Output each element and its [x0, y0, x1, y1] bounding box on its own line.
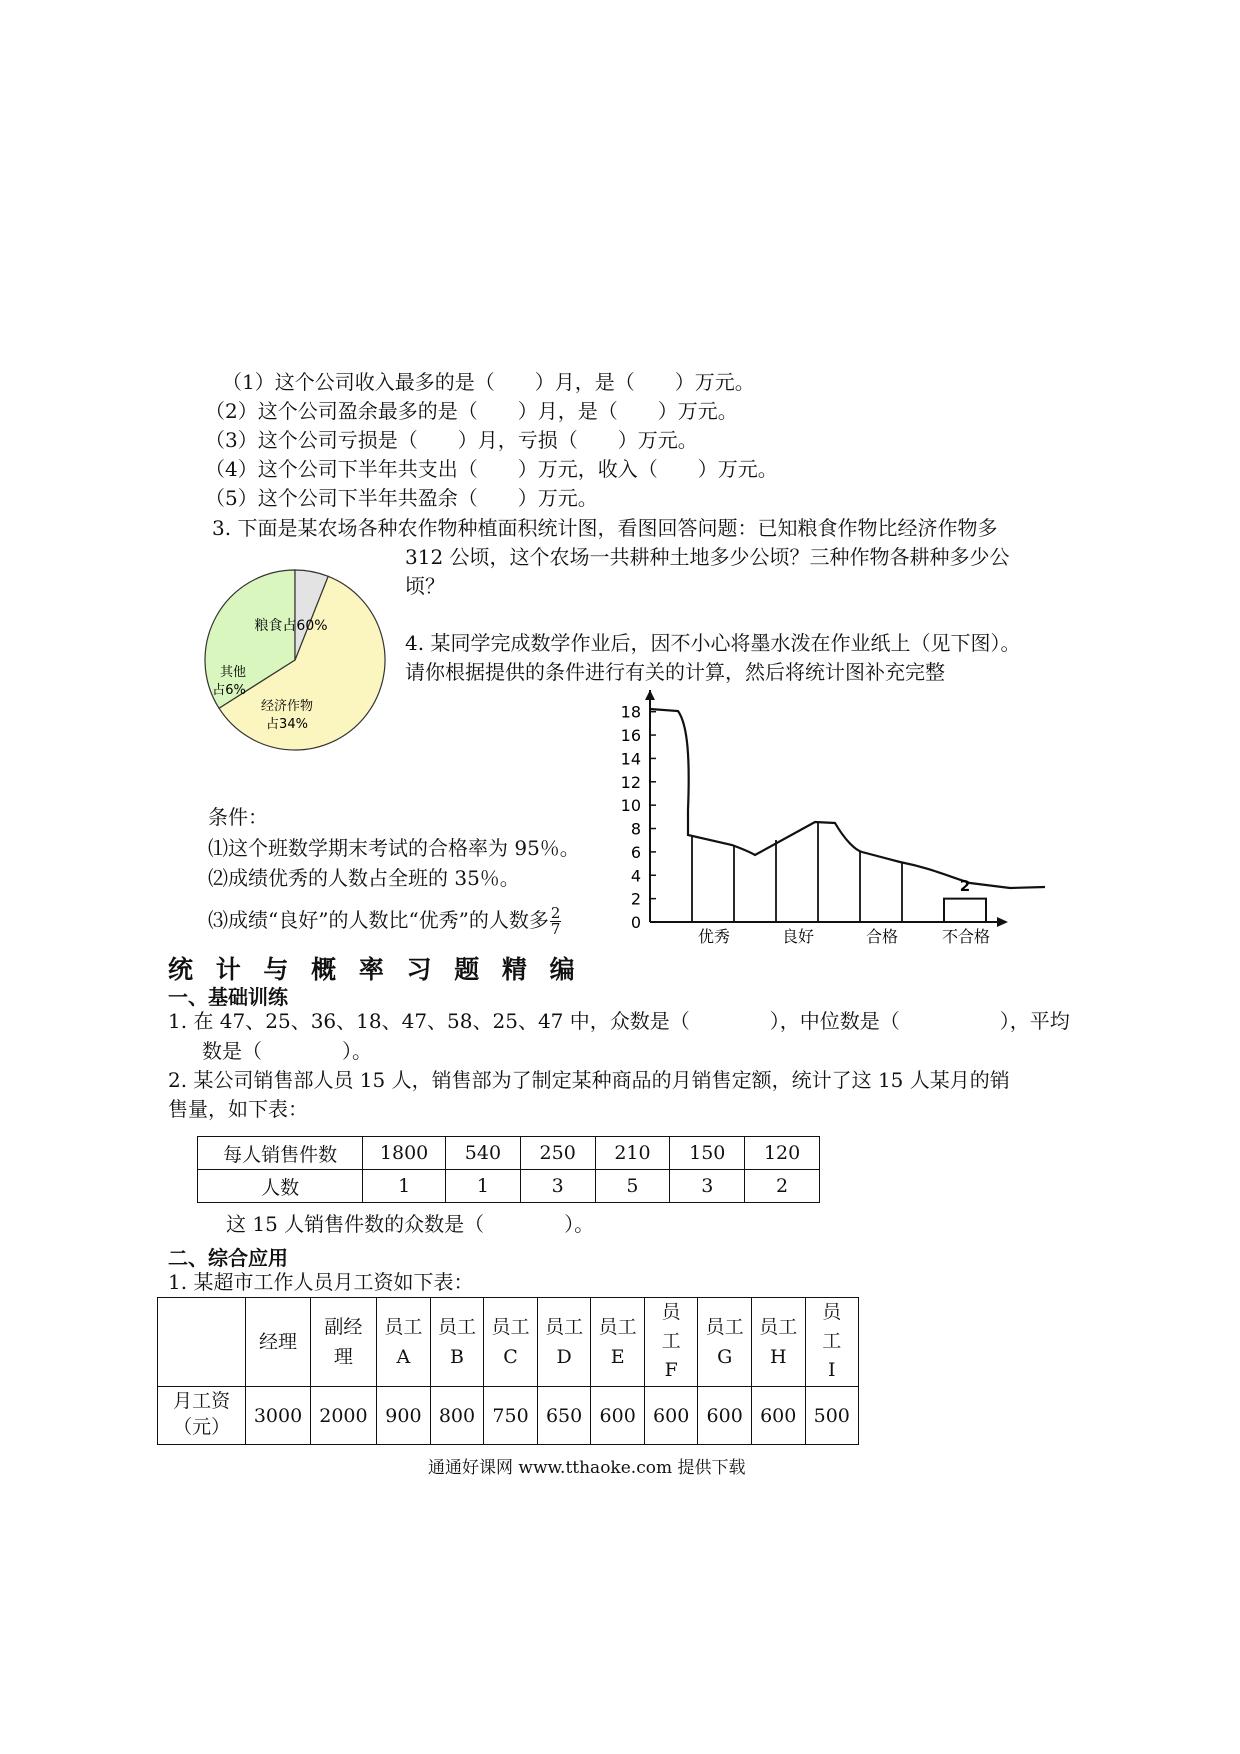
condition-1: ⑴这个班数学期末考试的合格率为 95％。: [208, 836, 580, 860]
sales-cell: 1: [363, 1170, 446, 1203]
pie-label-other-1: 其他: [219, 665, 247, 680]
wage-value-cell: 500: [805, 1387, 858, 1445]
fraction-denominator: 7: [550, 920, 561, 938]
y-tick-label: 16: [620, 726, 641, 746]
wage-header-cell: [591, 1298, 645, 1387]
part1-q1-line1: 1. 在 47、25、36、18、47、58、25、47 中，众数是（ ），中位数是（ ），平均: [168, 1009, 1070, 1033]
y-tick-label: 0: [630, 913, 641, 932]
bar-category-fail: 不合格: [941, 927, 991, 946]
question-4: （4）这个公司下半年共支出（ ）万元，收入（ ）万元。: [205, 457, 778, 481]
y-tick-label: 18: [620, 702, 641, 722]
wage-header-cell: [698, 1298, 752, 1387]
wage-value-cell: 2000: [310, 1387, 376, 1445]
bar-category-good: 良好: [781, 927, 815, 946]
sales-table: [197, 1136, 820, 1203]
fraction: [550, 906, 562, 937]
condition-3-text: ⑶成绩“良好”的人数比“优秀”的人数多: [208, 908, 549, 932]
question-5: （5）这个公司下半年共盈余（ ）万元。: [205, 486, 598, 510]
sales-cell: 3: [520, 1170, 595, 1203]
wage-header-text: 经理: [258, 1331, 297, 1353]
wage-header-text: 员工F: [661, 1301, 681, 1381]
part2-q1-line1: 1. 某超市工作人员月工资如下表：: [168, 1270, 474, 1294]
pie-label-econ-2: 占34%: [266, 717, 308, 732]
wage-header-text: 员工I: [822, 1301, 842, 1381]
wage-value-cell: 900: [377, 1387, 431, 1445]
bar-category-pass: 合格: [865, 927, 899, 946]
wage-value-cell: 650: [537, 1387, 591, 1445]
sales-table-row: [198, 1170, 820, 1203]
wage-value-cell: 600: [751, 1387, 805, 1445]
part1-q2-line2: 售量，如下表：: [168, 1097, 308, 1121]
sales-cell: 540: [446, 1137, 521, 1170]
wage-header-text: 员工D: [545, 1315, 584, 1368]
footer: 通通好课网 www.tthaoke.com 提供下载: [428, 1458, 746, 1478]
pie-label-other-2: 占6%: [212, 683, 246, 698]
pie-label-grain: 粮食占60%: [254, 618, 328, 634]
wage-row-label: 月工资（元）: [173, 1390, 231, 1438]
problem4-line1: 4. 某同学完成数学作业后，因不小心将墨水泼在作业纸上（见下图）。: [405, 631, 1021, 655]
problem3-line1: 3. 下面是某农场各种农作物种植面积统计图，看图回答问题：已知粮食作物比经济作物多: [212, 516, 998, 540]
part1-q2-line1: 2. 某公司销售部人员 15 人，销售部为了制定某种商品的月销售定额，统计了这 15 人某月的销: [168, 1068, 1010, 1092]
wage-header-text: 员工A: [384, 1315, 423, 1368]
bar-data-label: 2: [959, 877, 971, 895]
sales-cell: 人数: [198, 1170, 363, 1203]
wage-value-row: [158, 1387, 859, 1445]
ink-splash-edge: [650, 709, 1045, 888]
y-tick-label: 10: [620, 796, 641, 816]
problem3-line2: 312 公顷，这个农场一共耕种土地多少公顷？三种作物各耕种多少公: [405, 545, 1010, 569]
wage-header-text: 员工C: [491, 1315, 530, 1368]
wage-value-cell: 600: [698, 1387, 752, 1445]
bar-fail: [944, 899, 986, 922]
y-tick-label: 6: [630, 842, 641, 862]
question-2: （2）这个公司盈余最多的是（ ）月，是（ ）万元。: [205, 399, 738, 423]
wage-header-text: 副经理: [324, 1315, 363, 1368]
condition-2: ⑵成绩优秀的人数占全班的 35％。: [208, 866, 520, 890]
wage-header-cell: [751, 1298, 805, 1387]
part1-q1-line2: 数是（ ）。: [202, 1039, 372, 1063]
wage-header-cell: [537, 1298, 591, 1387]
part2-heading: 二、综合应用: [168, 1246, 288, 1270]
question-3: （3）这个公司亏损是（ ）月，亏损（ ）万元。: [205, 428, 698, 452]
wage-table: [157, 1297, 859, 1445]
y-tick-label: 2: [630, 889, 641, 909]
sales-cell: 150: [670, 1137, 745, 1170]
wage-header-cell: [644, 1298, 697, 1387]
sales-cell: 2: [745, 1170, 820, 1203]
wage-header-text: 员工H: [759, 1315, 798, 1368]
wage-header-cell: [246, 1298, 310, 1387]
conditions-title: 条件：: [208, 805, 268, 829]
question-1: （1）这个公司收入最多的是（ ）月，是（ ）万元。: [222, 370, 755, 394]
x-axis-arrow: [997, 917, 1008, 927]
section-title: 统 计 与 概 率 习 题 精 编: [168, 955, 582, 984]
y-axis-arrow: [645, 690, 655, 700]
sales-cell: 3: [670, 1170, 745, 1203]
crop-area-pie-chart: [195, 560, 395, 760]
wage-row-label-cell: [158, 1387, 246, 1445]
wage-header-text: 员工B: [437, 1315, 476, 1368]
y-tick-label: 4: [630, 866, 641, 886]
wage-header-row: [158, 1298, 859, 1387]
fraction-numerator: 2: [550, 904, 561, 922]
wage-header-cell: [377, 1298, 431, 1387]
problem4-line2: 请你根据提供的条件进行有关的计算，然后将统计图补充完整: [405, 660, 945, 684]
wage-header-cell: [310, 1298, 376, 1387]
sales-cell: 每人销售件数: [198, 1137, 363, 1170]
wage-header-cell: [484, 1298, 538, 1387]
sales-cell: 1800: [363, 1137, 446, 1170]
pie-label-econ-1: 经济作物: [260, 699, 314, 714]
part1-heading: 一、基础训练: [168, 985, 288, 1009]
wage-header-text: 员工G: [705, 1315, 744, 1368]
grade-bar-chart: [600, 680, 1060, 950]
wage-value-cell: 600: [591, 1387, 645, 1445]
sales-cell: 250: [520, 1137, 595, 1170]
sales-cell: 210: [595, 1137, 670, 1170]
y-tick-label: 14: [620, 749, 641, 769]
wage-header-cell: [430, 1298, 484, 1387]
wage-value-cell: 600: [644, 1387, 697, 1445]
wage-header-text: 员工E: [598, 1315, 637, 1368]
sales-cell: 1: [446, 1170, 521, 1203]
condition-3: [208, 906, 561, 937]
y-tick-label: 8: [630, 819, 641, 839]
sales-cell: 120: [745, 1137, 820, 1170]
wage-header-blank: [158, 1298, 246, 1387]
sales-table-row: [198, 1137, 820, 1170]
wage-value-cell: 800: [430, 1387, 484, 1445]
bar-category-excellent: 优秀: [697, 927, 731, 946]
problem3-line3: 顷？: [405, 574, 445, 598]
wage-value-cell: 3000: [246, 1387, 310, 1445]
wage-value-cell: 750: [484, 1387, 538, 1445]
wage-header-cell: [805, 1298, 858, 1387]
sales-cell: 5: [595, 1170, 670, 1203]
part1-q2-after: 这 15 人销售件数的众数是（ ）。: [226, 1212, 595, 1236]
y-tick-label: 12: [620, 772, 641, 792]
